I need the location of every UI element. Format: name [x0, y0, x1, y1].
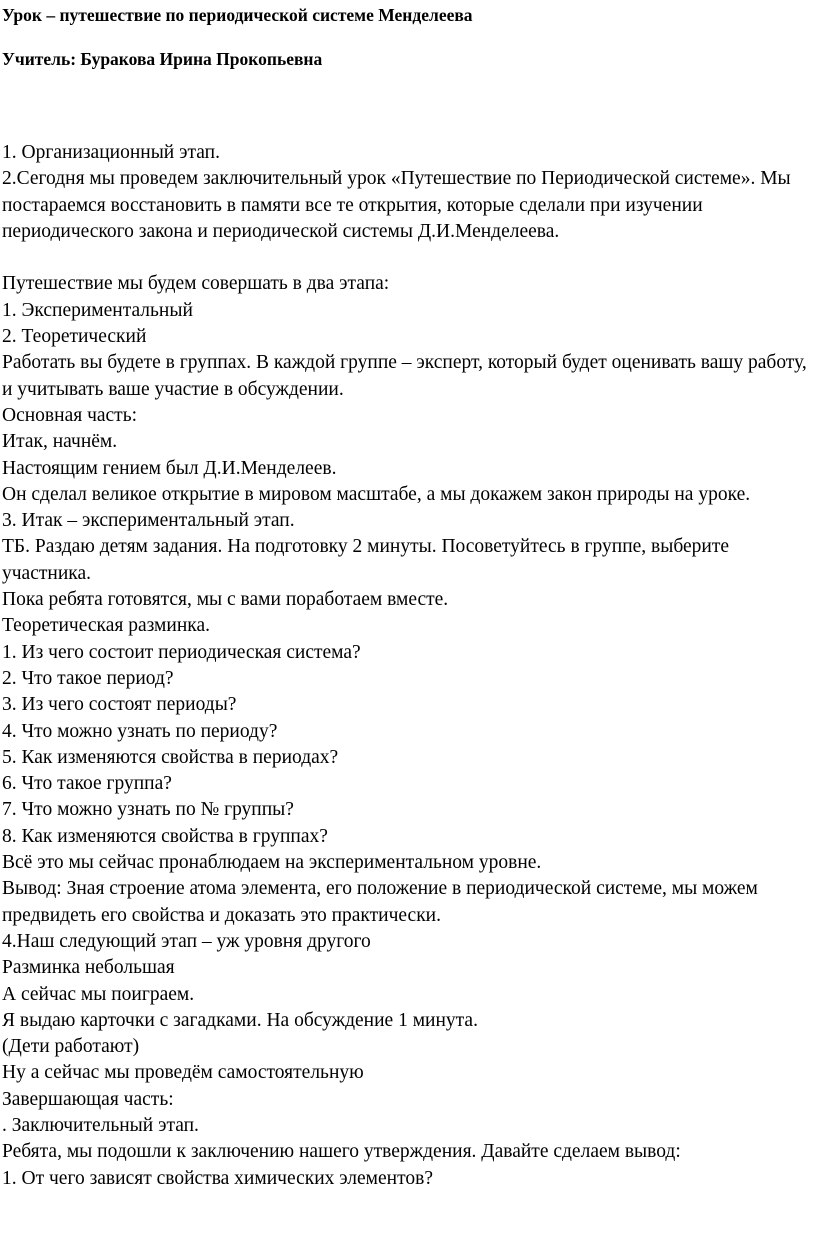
paragraph: Разминка небольшая: [2, 957, 175, 979]
paragraph: 2. Теоретический: [2, 326, 147, 348]
paragraph: 1. Экспериментальный: [2, 299, 193, 321]
question-item: 3. Из чего состоят периоды?: [2, 694, 237, 716]
paragraph: ТБ. Раздаю детям задания. На подготовку 2 минуты. Посоветуйтесь в группе, выберите участника.: [2, 536, 730, 584]
paragraph: . Заключительный этап.: [2, 1114, 199, 1136]
document-title: Урок – путешествие по периодической системе Менделеева: [2, 5, 473, 25]
question-item: 7. Что можно узнать по № группы?: [2, 799, 294, 821]
paragraph: Пока ребята готовятся, мы с вами поработаем вместе.: [2, 589, 449, 611]
paragraph: Я выдаю карточки с загадками. На обсуждение 1 минута.: [2, 1009, 478, 1031]
paragraph: Теоретическая разминка.: [2, 615, 210, 637]
paragraph: (Дети работают): [2, 1036, 140, 1058]
question-item: 2. Что такое период?: [2, 667, 174, 689]
question-item: 4. Что можно узнать по периоду?: [2, 720, 278, 742]
paragraph: 4.Наш следующий этап – уж уровня другого: [2, 930, 371, 952]
paragraph: Ну а сейчас мы проведём самостоятельную: [2, 1062, 364, 1084]
paragraph: Всё это мы сейчас пронаблюдаем на экспериментальном уровне.: [2, 852, 542, 874]
question-item: 5. Как изменяются свойства в периодах?: [2, 746, 339, 768]
paragraph: Вывод: Зная строение атома элемента, его положение в периодической системе, мы можем предвидеть его свойства и доказать это практически.: [2, 878, 758, 926]
question-item: 1. Из чего состоит периодическая система?: [2, 641, 361, 663]
question-item: 8. Как изменяются свойства в группах?: [2, 825, 328, 847]
paragraph: Завершающая часть:: [2, 1088, 174, 1110]
paragraph: 1. Организационный этап.: [2, 142, 220, 163]
teacher-line: Учитель: Буракова Ирина Прокопьевна: [2, 49, 323, 69]
paragraph: Итак, начнём.: [2, 431, 118, 453]
question-item: 6. Что такое группа?: [2, 773, 172, 795]
paragraph: А сейчас мы поиграем.: [2, 983, 195, 1005]
blank-line: [2, 245, 814, 271]
paragraph: Работать вы будете в группах. В каждой группе – эксперт, который будет оценивать вашу работу, и учитывать ваше участие в обсуждении.: [2, 352, 807, 400]
paragraph: Ребята, мы подошли к заключению нашего утверждения. Давайте сделаем вывод:: [2, 1141, 681, 1163]
document-body: [2, 140, 814, 1192]
paragraph: 2.Сегодня мы проведем заключительный урок «Путешествие по Периодической системе». Мы постараемся восстановить в памяти все те открытия, которые сделали при изучении периодического закона и периодической системы Д.И.Менделеева.: [2, 168, 791, 242]
paragraph: Он сделал великое открытие в мировом масштабе, а мы докажем закон природы на уроке.: [2, 483, 751, 505]
paragraph: Путешествие мы будем совершать в два этапа:: [2, 273, 390, 295]
paragraph: Основная часть:: [2, 404, 138, 426]
question-item: 1. От чего зависят свойства химических элементов?: [2, 1167, 433, 1189]
paragraph: Настоящим гением был Д.И.Менделеев.: [2, 457, 337, 479]
paragraph: 3. Итак – экспериментальный этап.: [2, 510, 295, 532]
